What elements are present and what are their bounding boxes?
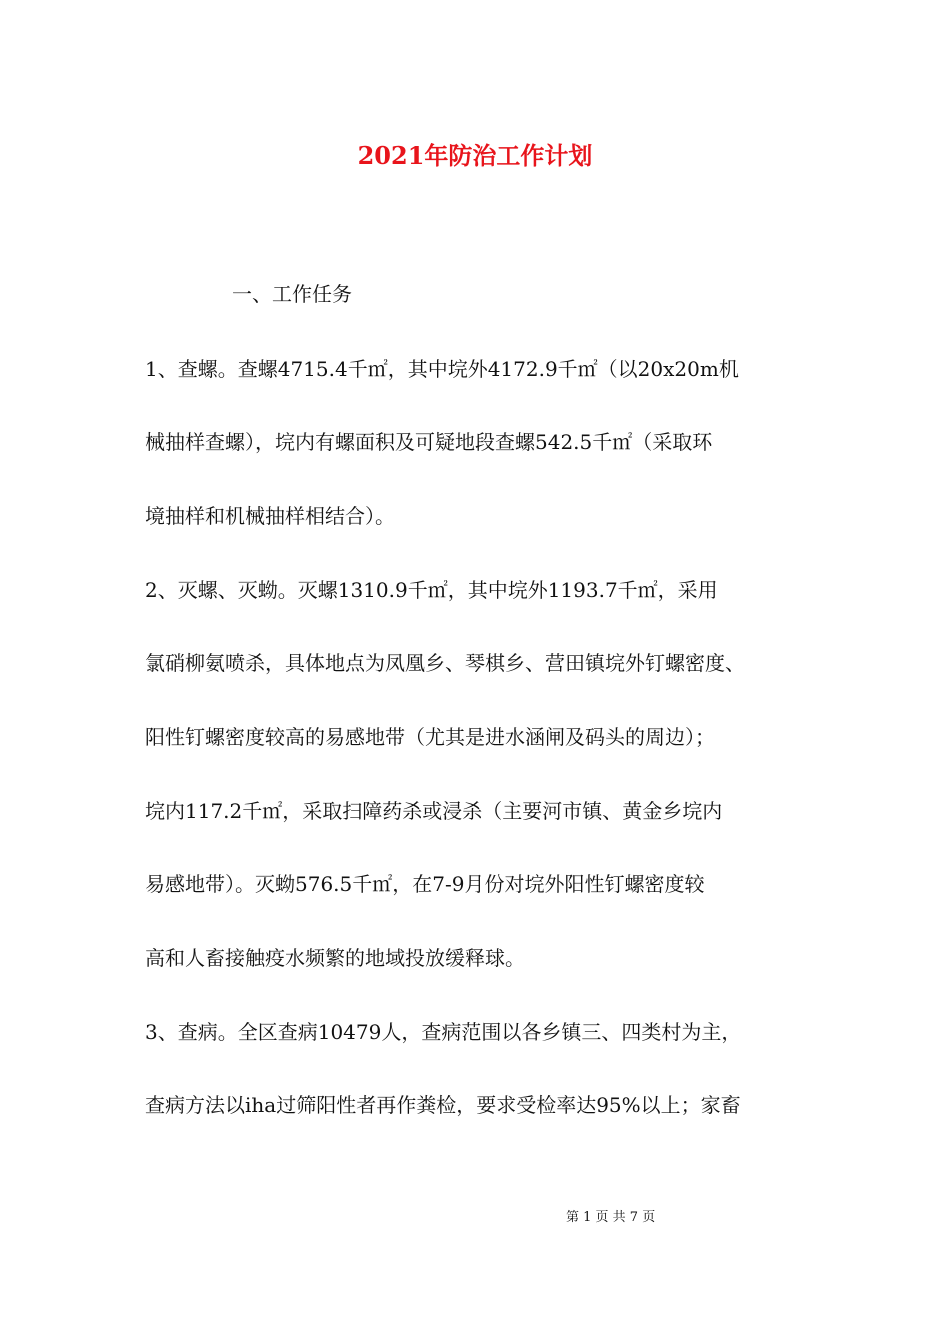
body-line: 氯硝柳氨喷杀，具体地点为凤凰乡、琴棋乡、营田镇垸外钉螺密度、 [145,651,745,675]
body-line: 2、灭螺、灭蚴。灭螺1310.9千㎡，其中垸外1193.7千㎡，采用 [145,578,718,602]
body-line: 械抽样查螺），垸内有螺面积及可疑地段查螺542.5千㎡（采取环 [145,430,713,454]
section-heading: 一、工作任务 [232,282,352,306]
body-line: 1、查螺。查螺4715.4千㎡，其中垸外4172.9千㎡（以20x20m机 [145,357,739,381]
body-line: 垸内117.2千㎡，采取扫障药杀或浸杀（主要河市镇、黄金乡垸内 [145,799,723,823]
body-line: 阳性钉螺密度较高的易感地带（尤其是进水涵闸及码头的周边）； [145,725,715,749]
body-line: 查病方法以iha过筛阳性者再作粪检，要求受检率达95%以上；家畜 [145,1093,741,1117]
body-line: 易感地带）。灭蚴576.5千㎡，在7-9月份对垸外阳性钉螺密度较 [145,872,705,896]
body-line: 境抽样和机械抽样相结合）。 [145,504,395,528]
body-line: 3、查病。全区查病10479人，查病范围以各乡镇三、四类村为主， [145,1020,742,1044]
document-title: 2021年防治工作计划 [357,141,593,170]
body-line: 高和人畜接触疫水频繁的地域投放缓释球。 [145,946,525,970]
page-number-footer: 第 1 页 共 7 页 [566,1210,656,1225]
